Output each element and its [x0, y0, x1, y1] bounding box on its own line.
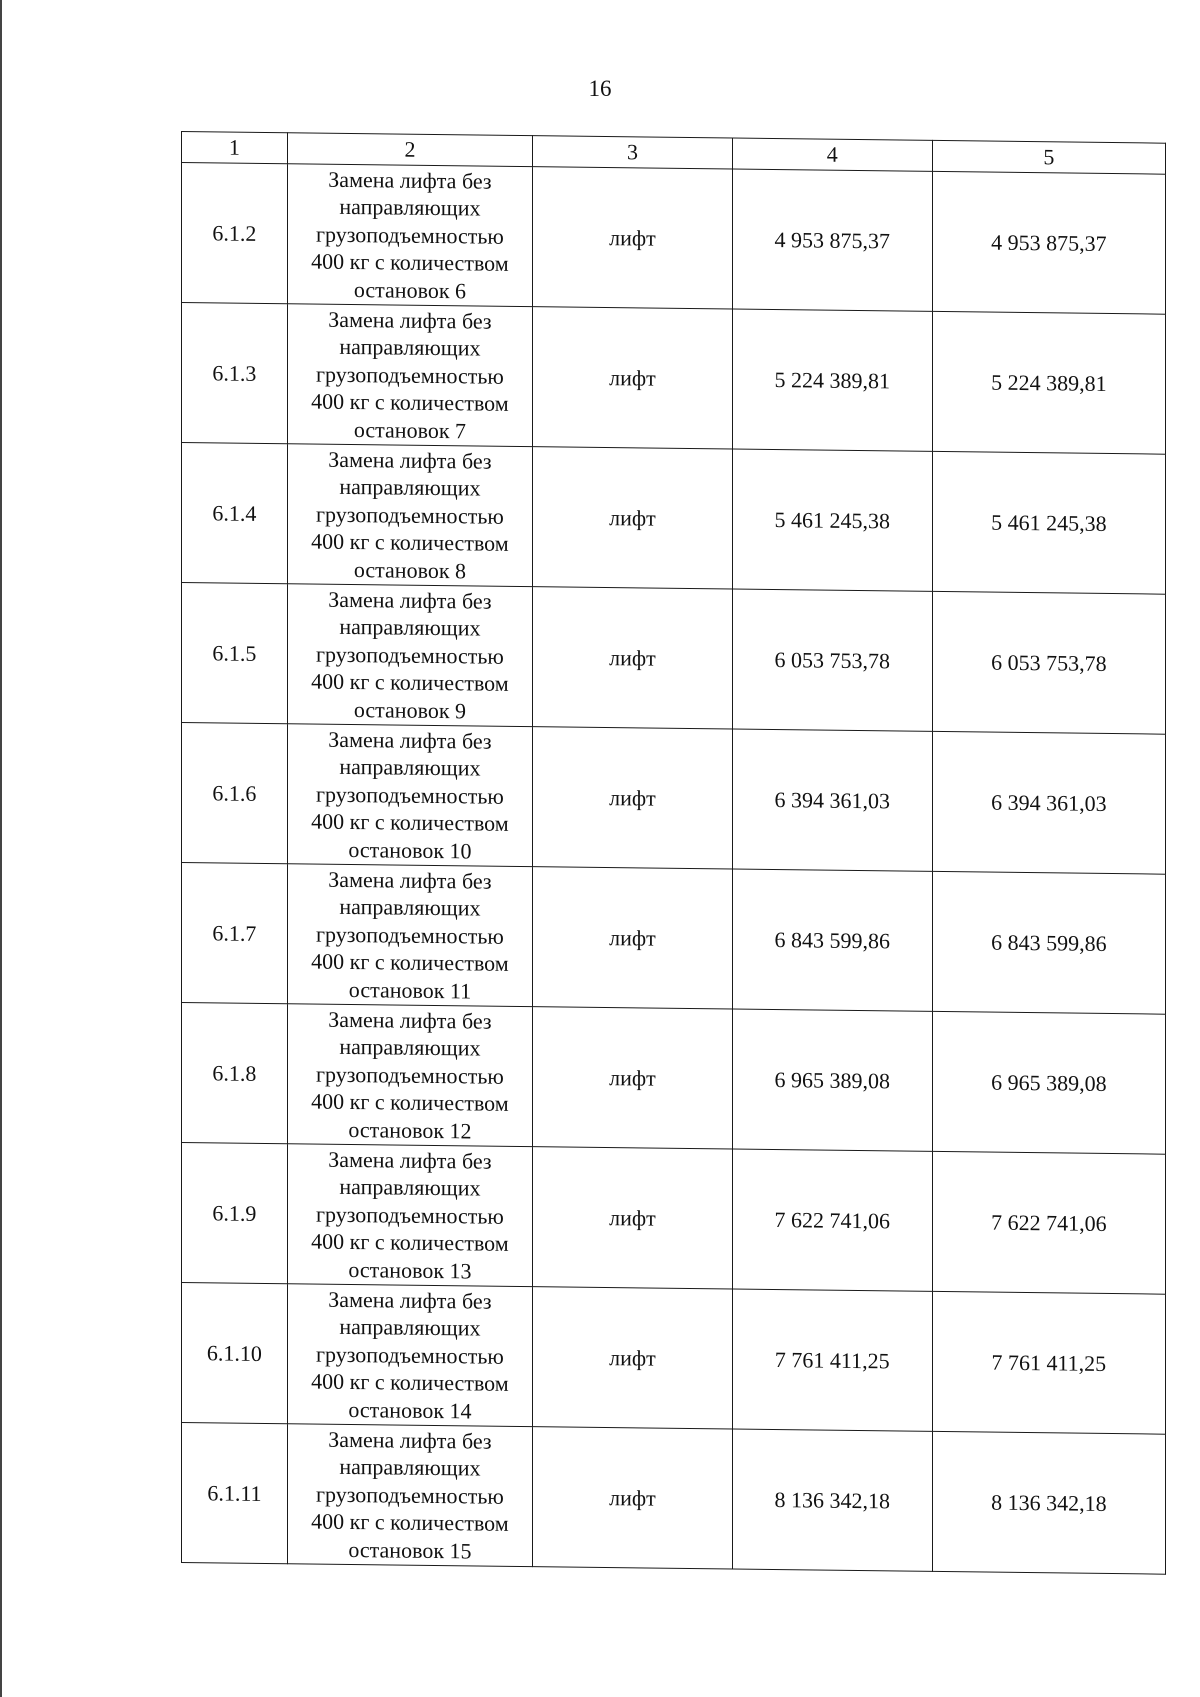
price-cell-col5: 7 761 411,25 — [932, 1291, 1165, 1434]
description-line: остановок 8 — [353, 556, 467, 584]
column-header: 1 — [182, 132, 288, 164]
description-line: грузоподъемностью — [316, 1341, 504, 1369]
description-line: грузоподъемностью — [316, 641, 504, 669]
description-cell — [287, 444, 532, 587]
description-line: направляющих — [339, 474, 481, 501]
description-line: остановок 9 — [353, 696, 467, 724]
description-line: грузоподъемностью — [316, 1481, 504, 1509]
description-line: Замена лифта без — [328, 866, 492, 894]
description-cell — [287, 864, 532, 1007]
price-cell-col5: 5 224 389,81 — [932, 311, 1165, 454]
price-cell-col4: 8 136 342,18 — [732, 1429, 932, 1571]
table-row — [182, 723, 1166, 875]
price-cell-col4: 6 394 361,03 — [732, 729, 932, 871]
column-header: 3 — [533, 136, 733, 169]
description-line: 400 кг с количеством — [311, 248, 509, 277]
price-cell-col4: 6 965 389,08 — [732, 1009, 932, 1151]
price-table — [181, 131, 1166, 1575]
description-cell — [287, 584, 532, 727]
column-header: 4 — [732, 138, 932, 171]
description-line: остановок 12 — [348, 1116, 472, 1144]
description-line: направляющих — [339, 894, 481, 921]
table-row — [182, 1143, 1166, 1295]
unit-cell: лифт — [533, 1007, 733, 1149]
table-row — [182, 303, 1166, 455]
description-cell — [287, 1144, 532, 1287]
table-row — [182, 163, 1166, 315]
description-line: 400 кг с количеством — [311, 1228, 509, 1257]
description-line: грузоподъемностью — [316, 501, 504, 529]
description-line: остановок 14 — [348, 1396, 472, 1424]
description-line: грузоподъемностью — [316, 361, 504, 389]
table-row — [182, 863, 1166, 1015]
item-code-cell: 6.1.10 — [182, 1283, 288, 1424]
description-line: направляющих — [339, 1454, 481, 1481]
description-line: Замена лифта без — [328, 586, 492, 614]
description-line: Замена лифта без — [328, 1146, 492, 1174]
description-line: направляющих — [339, 334, 481, 361]
description-line: 400 кг с количеством — [311, 668, 509, 697]
table-row — [182, 1423, 1166, 1575]
price-cell-col5: 6 965 389,08 — [932, 1011, 1165, 1154]
description-line: направляющих — [339, 1174, 481, 1201]
price-cell-col5: 6 053 753,78 — [932, 591, 1165, 734]
table-row — [182, 583, 1166, 735]
item-code-cell: 6.1.6 — [182, 723, 288, 864]
description-line: Замена лифта без — [328, 1286, 492, 1314]
description-line: 400 кг с количеством — [311, 808, 509, 837]
price-cell-col4: 5 224 389,81 — [732, 309, 932, 451]
price-cell-col5: 6 843 599,86 — [932, 871, 1165, 1014]
description-line: 400 кг с количеством — [311, 1508, 509, 1537]
description-line: 400 кг с количеством — [311, 1088, 509, 1117]
item-code-cell: 6.1.2 — [182, 163, 288, 304]
description-cell — [287, 164, 532, 307]
price-cell-col4: 4 953 875,37 — [732, 169, 932, 311]
column-header: 2 — [287, 133, 532, 167]
description-line: 400 кг с количеством — [311, 388, 509, 417]
price-cell-col4: 7 761 411,25 — [732, 1289, 932, 1431]
price-cell-col4: 6 053 753,78 — [732, 589, 932, 731]
unit-cell: лифт — [533, 587, 733, 729]
description-line: 400 кг с количеством — [311, 1368, 509, 1397]
price-cell-col4: 6 843 599,86 — [732, 869, 932, 1011]
unit-cell: лифт — [533, 1147, 733, 1289]
price-cell-col5: 8 136 342,18 — [932, 1431, 1165, 1574]
description-line: направляющих — [339, 194, 481, 221]
description-line: Замена лифта без — [328, 306, 492, 334]
description-cell — [287, 1284, 532, 1427]
description-line: Замена лифта без — [328, 166, 492, 194]
page-number: 16 — [588, 76, 612, 101]
unit-cell: лифт — [533, 307, 733, 449]
description-cell — [287, 1004, 532, 1147]
description-line: грузоподъемностью — [316, 781, 504, 809]
description-cell — [287, 1424, 532, 1567]
unit-cell: лифт — [533, 1287, 733, 1429]
unit-cell: лифт — [533, 727, 733, 869]
description-line: Замена лифта без — [328, 726, 492, 754]
description-cell — [287, 304, 532, 447]
description-line: 400 кг с количеством — [311, 948, 509, 977]
unit-cell: лифт — [533, 867, 733, 1009]
description-cell — [287, 724, 532, 867]
description-line: направляющих — [339, 754, 481, 781]
description-line: Замена лифта без — [328, 446, 492, 474]
price-cell-col5: 5 461 245,38 — [932, 451, 1165, 594]
description-line: грузоподъемностью — [316, 221, 504, 249]
description-line: направляющих — [339, 1314, 481, 1341]
item-code-cell: 6.1.11 — [182, 1423, 288, 1564]
price-cell-col4: 7 622 741,06 — [732, 1149, 932, 1291]
item-code-cell: 6.1.9 — [182, 1143, 288, 1284]
description-line: 400 кг с количеством — [311, 528, 509, 557]
description-line: грузоподъемностью — [316, 1201, 504, 1229]
column-header: 5 — [932, 140, 1165, 174]
unit-cell: лифт — [533, 1427, 733, 1569]
description-line: остановок 13 — [348, 1256, 472, 1284]
item-code-cell: 6.1.5 — [182, 583, 288, 724]
table-row — [182, 1003, 1166, 1155]
description-line: остановок 10 — [348, 836, 472, 864]
item-code-cell: 6.1.4 — [182, 443, 288, 584]
item-code-cell: 6.1.3 — [182, 303, 288, 444]
description-line: остановок 7 — [353, 416, 467, 444]
page-edge-line — [0, 0, 2, 1697]
price-cell-col5: 7 622 741,06 — [932, 1151, 1165, 1294]
price-cell-col5: 6 394 361,03 — [932, 731, 1165, 874]
unit-cell: лифт — [533, 447, 733, 589]
item-code-cell: 6.1.8 — [182, 1003, 288, 1144]
price-cell-col4: 5 461 245,38 — [732, 449, 932, 591]
item-code-cell: 6.1.7 — [182, 863, 288, 1004]
table-body — [182, 132, 1166, 1575]
description-line: грузоподъемностью — [316, 921, 504, 949]
description-line: грузоподъемностью — [316, 1061, 504, 1089]
description-line: Замена лифта без — [328, 1426, 492, 1454]
description-line: направляющих — [339, 614, 481, 641]
description-line: Замена лифта без — [328, 1006, 492, 1034]
description-line: остановок 11 — [348, 976, 472, 1004]
description-line: остановок 6 — [353, 276, 467, 304]
description-line: остановок 15 — [348, 1536, 472, 1564]
description-line: направляющих — [339, 1034, 481, 1061]
price-cell-col5: 4 953 875,37 — [932, 171, 1165, 314]
table-row — [182, 443, 1166, 595]
unit-cell: лифт — [533, 167, 733, 309]
table-row — [182, 1283, 1166, 1435]
